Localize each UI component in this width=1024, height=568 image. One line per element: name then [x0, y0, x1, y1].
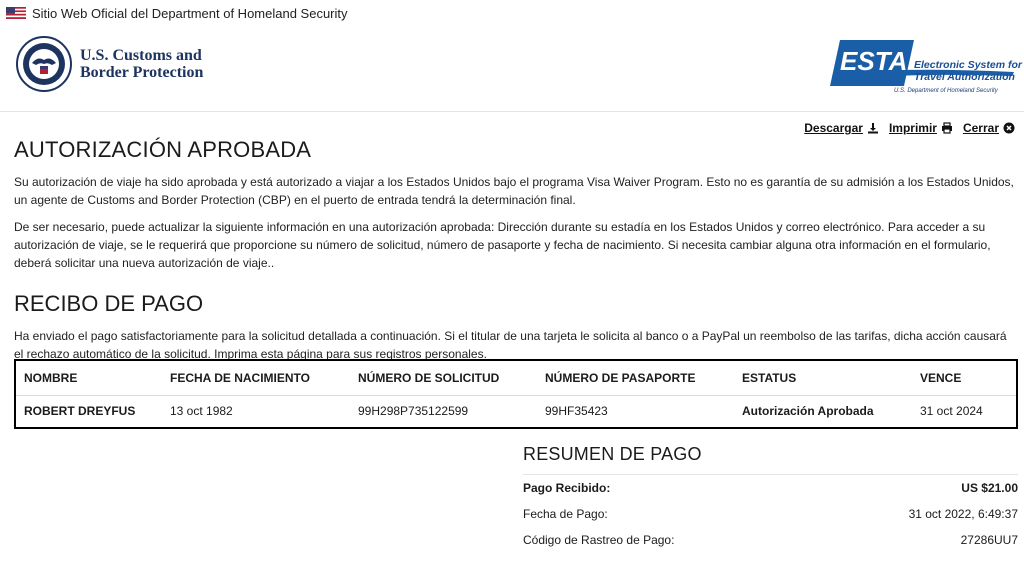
cell-application-number: 99H298P735122599 [358, 404, 469, 419]
gov-banner [6, 4, 348, 22]
page-actions [804, 121, 1015, 135]
summary-value: 27286UU7 [960, 533, 1018, 547]
dhs-seal-icon [16, 36, 72, 92]
receipt-title: RECIBO DE PAGO [14, 291, 204, 316]
agency-name-line2: Border Protection [80, 64, 204, 81]
cell-name: ROBERT DREYFUS [24, 404, 136, 419]
summary-row-payment-date [523, 501, 1018, 527]
close-circle-icon [1003, 122, 1015, 134]
payment-summary [523, 444, 1018, 553]
download-button[interactable] [804, 121, 879, 135]
agency-name-line1: U.S. Customs and [80, 47, 202, 64]
summary-value: US $21.00 [961, 481, 1018, 495]
cell-status: Autorización Aprobada [742, 404, 874, 419]
summary-row-payment-received [523, 475, 1018, 501]
receipt-paragraph: Ha enviado el pago satisfactoriamente para la solicitud detallada a continuación. Si el titular de una tarjeta le solicita al banco o a PayPal un reembolso de las tarifas, dicha acción causará el rechazo automático de la solicitud. Imprima esta página para sus registros personales. [14, 329, 1007, 361]
esta-subtitle [914, 59, 1022, 83]
cell-dob: 13 oct 1982 [170, 404, 233, 419]
summary-row-tracking-code [523, 527, 1018, 553]
esta-subtitle-line1: Electronic System for [914, 59, 1022, 71]
us-flag-icon [6, 7, 26, 19]
table-header-row [15, 360, 1017, 396]
download-label: Descargar [804, 121, 863, 135]
summary-title: RESUMEN DE PAGO [523, 444, 1018, 475]
download-icon [867, 122, 879, 134]
esta-logo[interactable] [826, 36, 1022, 98]
gov-banner-text: Sitio Web Oficial del Department of Homeland Security [32, 5, 348, 21]
summary-value: 31 oct 2022, 6:49:37 [908, 507, 1018, 521]
esta-logo-text: ESTA [840, 46, 908, 76]
summary-label: Fecha de Pago: [523, 507, 608, 521]
col-header-expires: VENCE [912, 360, 1017, 396]
col-header-dob: FECHA DE NACIMIENTO [162, 360, 350, 396]
col-header-status: ESTATUS [734, 360, 912, 396]
summary-label: Pago Recibido: [523, 481, 611, 495]
approval-paragraph-1: Su autorización de viaje ha sido aprobada y está autorizado a viajar a los Estados Unidos bajo el programa Visa Waiver Program. Esto no es garantía de su admisión a los Estados Unidos, un agente de Customs and Border Protection (CBP) en el puerto de entrada tendrá la determinación final. [14, 175, 1014, 207]
col-header-application-number: NÚMERO DE SOLICITUD [350, 360, 537, 396]
approval-title: AUTORIZACIÓN APROBADA [14, 137, 312, 162]
close-button[interactable] [963, 121, 1015, 135]
esta-dept: U.S. Department of Homeland Security [894, 88, 998, 94]
close-label: Cerrar [962, 121, 999, 135]
table-row [15, 396, 1017, 428]
summary-label: Código de Rastreo de Pago: [523, 533, 675, 547]
applicant-table [14, 359, 1018, 429]
main-content [14, 137, 1018, 372]
col-header-name: NOMBRE [15, 360, 162, 396]
site-header [0, 28, 1024, 112]
esta-subtitle-line2: Travel Authorization [914, 71, 1015, 83]
print-button[interactable] [889, 121, 953, 135]
print-label: Imprimir [888, 121, 937, 135]
col-header-passport-number: NÚMERO DE PASAPORTE [537, 360, 734, 396]
cell-passport-number: 99HF35423 [545, 404, 608, 419]
approval-paragraph-2: De ser necesario, puede actualizar la siguiente información en una autorización aprobada: Dirección durante su estadía en los Estados Unidos y correo electrónico. Para acceder a su autorización de viaje, se le requerirá que proporcione su número de solicitud, número de pasaporte y fecha de nacimiento. Si necesita cambiar alguna otra información en el formulario, deberá solicitar una nueva autorización de viaje.. [14, 220, 991, 270]
agency-name [80, 47, 203, 81]
printer-icon [941, 122, 953, 134]
cbp-logo[interactable] [16, 36, 203, 92]
cell-expires: 31 oct 2024 [920, 404, 983, 419]
